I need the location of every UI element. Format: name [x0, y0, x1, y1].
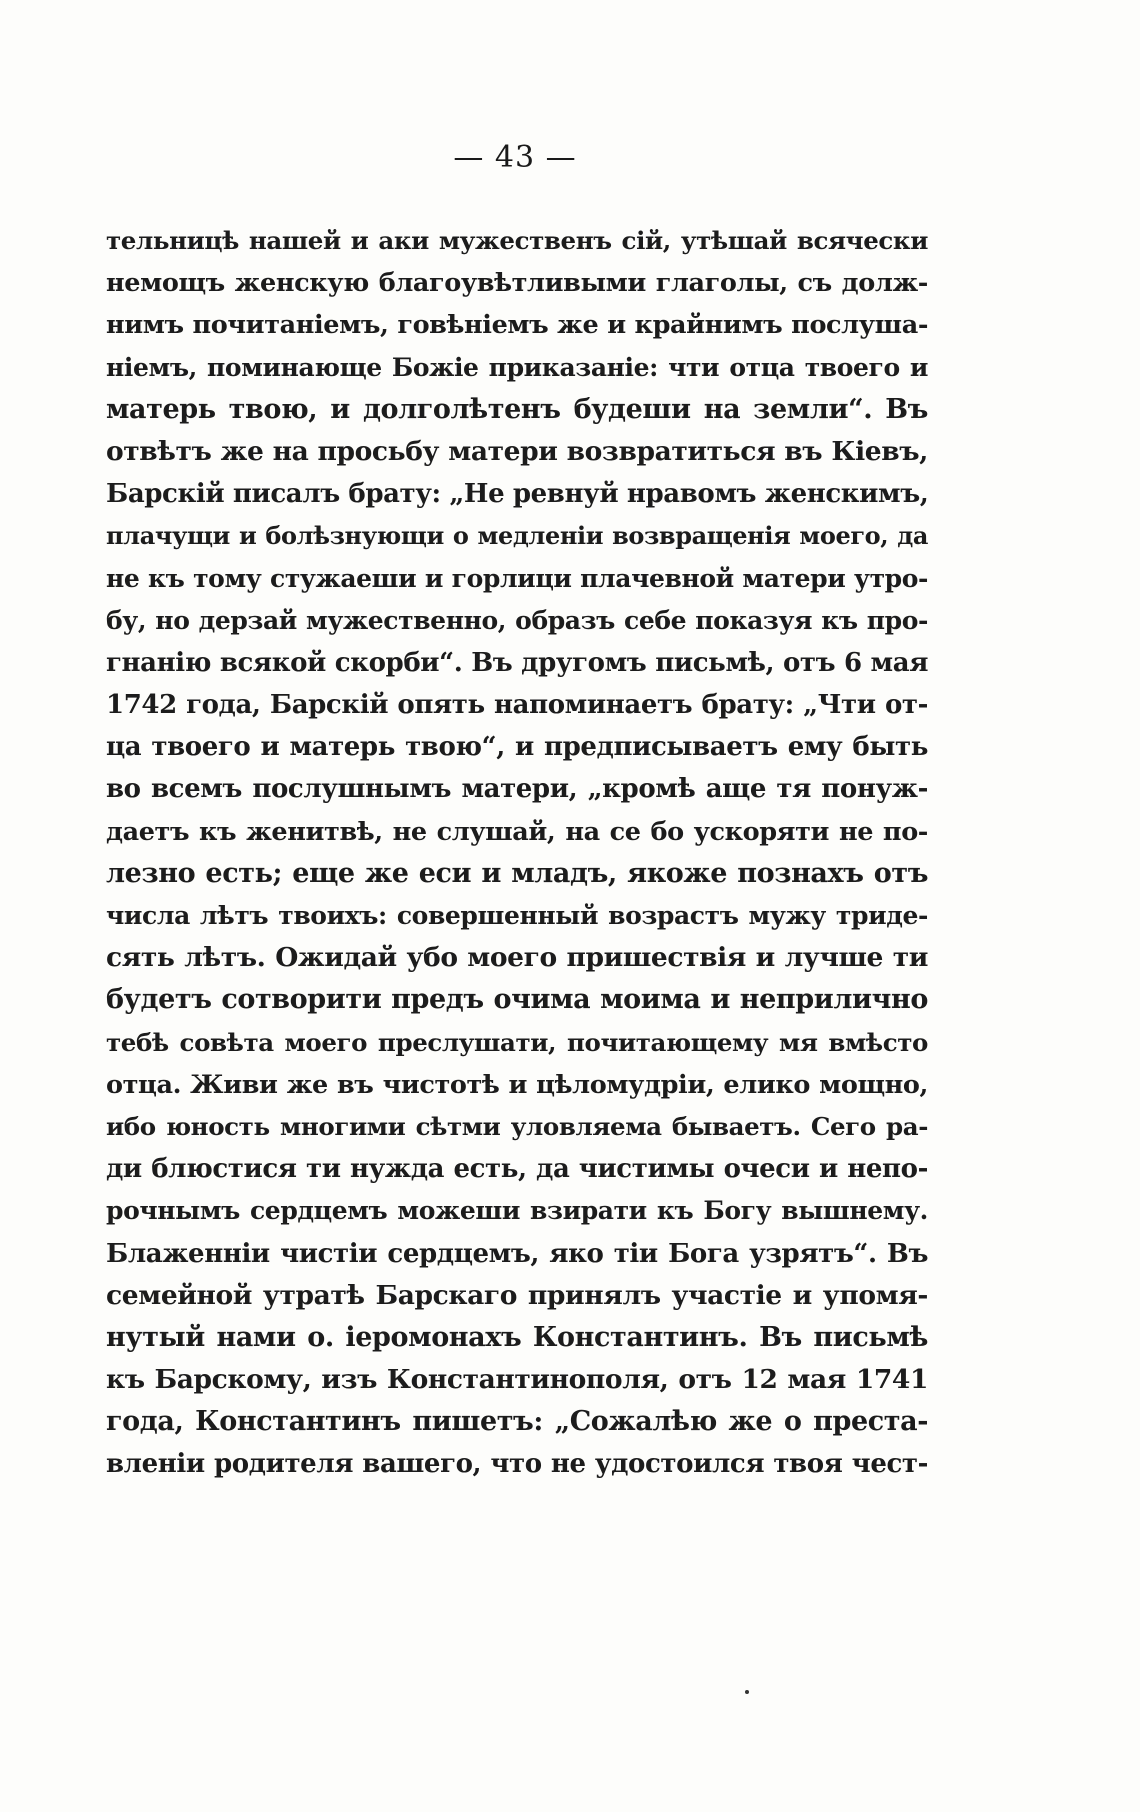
text-line: не къ тому стужаеши и горлици плачевной матери утро-	[106, 563, 928, 593]
text-line: плачущи и болѣзнующи о медленіи возвращенія моего, да	[106, 521, 928, 551]
text-line: немощъ женскую благоувѣтливыми глаголы, съ долж-	[106, 268, 928, 299]
text-line: Барскій писалъ брату: „Не ревнуй нравомъ женскимъ,	[106, 479, 929, 510]
text-line: семейной утратѣ Барскаго принялъ участіе и упомя-	[106, 1279, 928, 1311]
text-line: отца. Живи же въ чистотѣ и цѣломудріи, елико мощно,	[106, 1069, 928, 1100]
text-line: лезно есть; еще же еси и младъ, якоже познахъ отъ	[106, 857, 928, 889]
text-line: ца твоего и матерь твою“, и предписываетъ ему быть	[106, 732, 928, 763]
text-line: тельницѣ нашей и аки мужественъ сій, утѣшай всячески	[106, 226, 928, 255]
text-line: къ Барскому, изъ Константинополя, отъ 12 мая 1741	[106, 1364, 928, 1396]
page-number: — 43 —	[453, 140, 577, 175]
text-line: Блаженніи чистіи сердцемъ, яко тіи Бога узрятъ“. Въ	[106, 1238, 928, 1269]
text-line: числа лѣтъ твоихъ: совершенный возрастъ мужу триде-	[106, 901, 928, 930]
text-line: ніемъ, поминающе Божіе приказаніе: чти отца твоего и	[106, 352, 928, 382]
text-line: ди блюстися ти нужда есть, да чистимы очеси и непо-	[106, 1154, 928, 1185]
text-line: ибо юность многими сѣтми уловляема бываетъ. Сего ра-	[106, 1111, 928, 1141]
text-line: сять лѣтъ. Ожидай убо моего пришествія и лучше ти	[106, 942, 928, 974]
print-speck	[745, 1690, 749, 1694]
text-line: рочнымъ сердцемъ можеши взирати къ Богу вышнему.	[106, 1196, 928, 1226]
text-line: будетъ сотворити предъ очима моима и неприлично	[106, 984, 928, 1016]
text-line: нимъ почитаніемъ, говѣніемъ же и крайнимъ послуша-	[106, 310, 928, 341]
text-line: гнанію всякой скорби“. Въ другомъ письмѣ, отъ 6 мая	[106, 647, 928, 678]
text-line: бу, но дерзай мужественно, образъ себе показуя къ про-	[106, 605, 928, 635]
text-line: даетъ къ женитвѣ, не слушай, на се бо ускоряти не по-	[106, 816, 928, 847]
text-line: вленіи родителя вашего, что не удостоился твоя чест-	[106, 1449, 928, 1480]
text-line: матерь твою, и долголѣтенъ будеши на земли“. Въ	[106, 393, 928, 425]
text-line: отвѣтъ же на просьбу матери возвратиться въ Кіевъ,	[106, 435, 928, 467]
text-line: года, Константинъ пишетъ: „Сожалѣю же о преста-	[106, 1406, 928, 1438]
body-text	[106, 220, 928, 1486]
text-line: нутый нами о. іеромонахъ Константинъ. Въ письмѣ	[106, 1321, 928, 1353]
text-line: во всемъ послушнымъ матери, „кромѣ аще тя понуж-	[106, 774, 928, 805]
text-line: 1742 года, Барскій опять напоминаетъ брату: „Чти от-	[106, 690, 928, 721]
text-line: тебѣ совѣта моего преслушати, почитающему мя вмѣсто	[106, 1027, 928, 1057]
